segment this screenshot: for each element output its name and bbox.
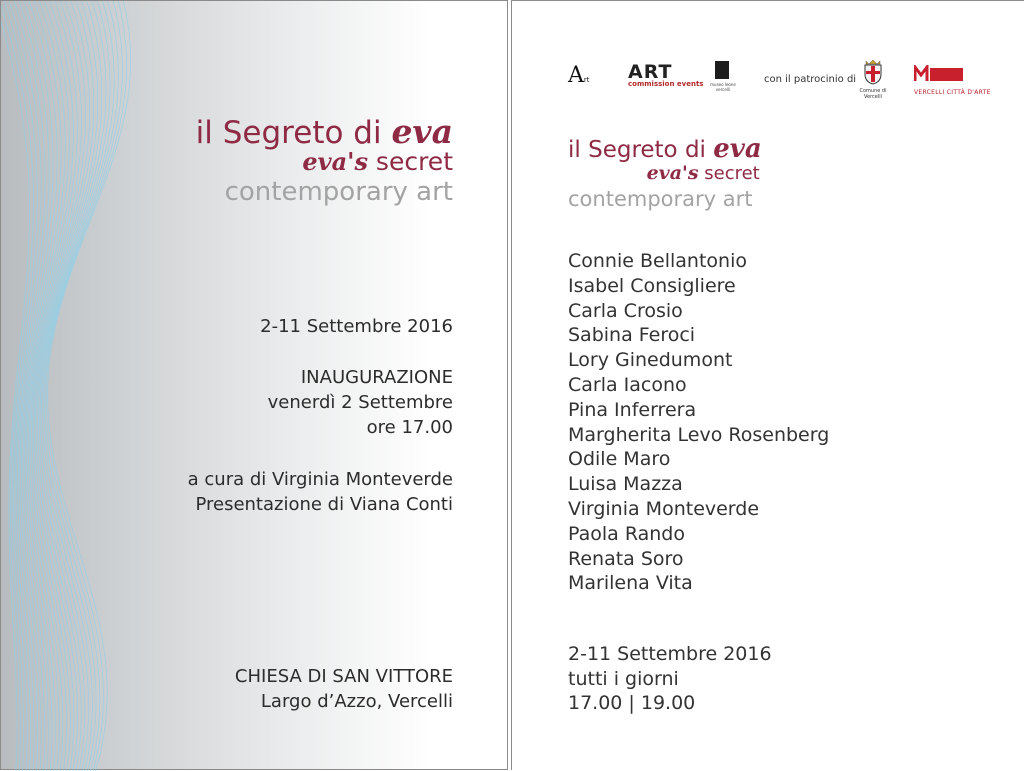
- list-item: Paola Rando: [568, 522, 685, 545]
- subtitle-text: secret: [367, 147, 453, 176]
- list-item: Luisa Mazza: [568, 473, 683, 496]
- sponsor-logos-row: [512, 57, 1024, 107]
- title-text: il Segreto di: [195, 115, 392, 151]
- list-item: Connie Bellantonio: [568, 250, 747, 272]
- list-item: Carla Iacono: [568, 373, 687, 396]
- museo-caption: VERCELLI CITTÀ D'ARTE: [914, 89, 991, 96]
- inauguration-day: venerdì 2 Settembre: [267, 392, 453, 413]
- inside-subtitle-eva: eva's: [646, 162, 699, 184]
- inside-title: [568, 136, 762, 163]
- a-logo-small: rt: [583, 76, 590, 84]
- list-item: Carla Crosio: [568, 299, 683, 322]
- comune-caption: Comune di Vercelli: [859, 88, 887, 100]
- schedule-block: [568, 642, 772, 716]
- inauguration-label: INAUGURAZIONE: [300, 367, 453, 388]
- curator-block: [188, 467, 453, 517]
- inside-title-block: [568, 136, 762, 212]
- schedule-hours: 17.00 | 19.00: [568, 692, 696, 714]
- patronage-text: con il patrocinio di: [764, 74, 857, 85]
- inside-subtitle: [568, 163, 762, 184]
- list-item: Marilena Vita: [568, 572, 693, 595]
- exhibition-subtitle: [196, 149, 453, 175]
- wave-line: [5, 1, 38, 771]
- wave-line: [25, 1, 70, 771]
- presentation-text: Presentazione di Viana Conti: [195, 494, 453, 515]
- schedule-dates: 2-11 Settembre 2016: [568, 643, 772, 665]
- exhibition-title: [195, 112, 453, 151]
- a-art-logo: [568, 63, 590, 88]
- wave-line: [45, 1, 123, 771]
- list-item: Virginia Monteverde: [568, 497, 760, 520]
- museum-logo-caption: museo leone vercelli: [710, 82, 736, 92]
- subtitle-eva: eva's: [302, 147, 368, 176]
- dates-text: 2-11 Settembre 2016: [260, 316, 453, 337]
- wave-line: [38, 1, 106, 771]
- art-commission-logo: [628, 61, 703, 88]
- list-item: Lory Ginedumont: [568, 349, 733, 372]
- inside-title-eva: eva: [713, 134, 762, 164]
- wave-line: [20, 1, 57, 771]
- inauguration-time: ore 17.00: [366, 417, 453, 438]
- schedule-days: tutti i giorni: [568, 667, 679, 690]
- inside-subtitle-text: secret: [698, 163, 760, 184]
- city-crest-icon: [862, 59, 884, 85]
- list-item: Renata Soro: [568, 547, 684, 570]
- wave-line: [41, 1, 114, 771]
- list-item: Odile Maro: [568, 448, 671, 471]
- museo-logo-icon: [914, 65, 964, 83]
- inside-tagline: contemporary art: [568, 187, 753, 211]
- art-logo-text: ART: [628, 61, 673, 83]
- list-item: Isabel Consigliere: [568, 274, 736, 297]
- list-item: Pina Inferrera: [568, 398, 697, 421]
- title-eva: eva: [391, 112, 453, 151]
- venue-name: CHIESA DI SAN VITTORE: [234, 666, 453, 687]
- exhibition-tagline: contemporary art: [224, 177, 453, 207]
- museum-logo-icon: [715, 61, 729, 79]
- list-item: Sabina Feroci: [568, 324, 696, 347]
- inauguration-block: [268, 365, 453, 440]
- invitation-cover-page: [0, 0, 508, 770]
- wave-line: [1, 1, 30, 771]
- a-logo-letter: A: [568, 63, 584, 88]
- venue-address: Largo d’Azzo, Vercelli: [260, 691, 453, 712]
- exhibition-dates: [260, 314, 453, 339]
- art-logo-sub: commission events: [628, 80, 704, 88]
- invitation-inside-page: [511, 0, 1024, 770]
- exhibition-title-block: [195, 112, 453, 207]
- list-item: Margherita Levo Rosenberg: [568, 423, 830, 446]
- inside-title-text: il Segreto di: [568, 137, 714, 163]
- artist-list: [568, 249, 829, 596]
- venue-block: [235, 664, 453, 714]
- museo-logo: [914, 65, 991, 96]
- curator-text: a cura di Virginia Monteverde: [187, 469, 453, 490]
